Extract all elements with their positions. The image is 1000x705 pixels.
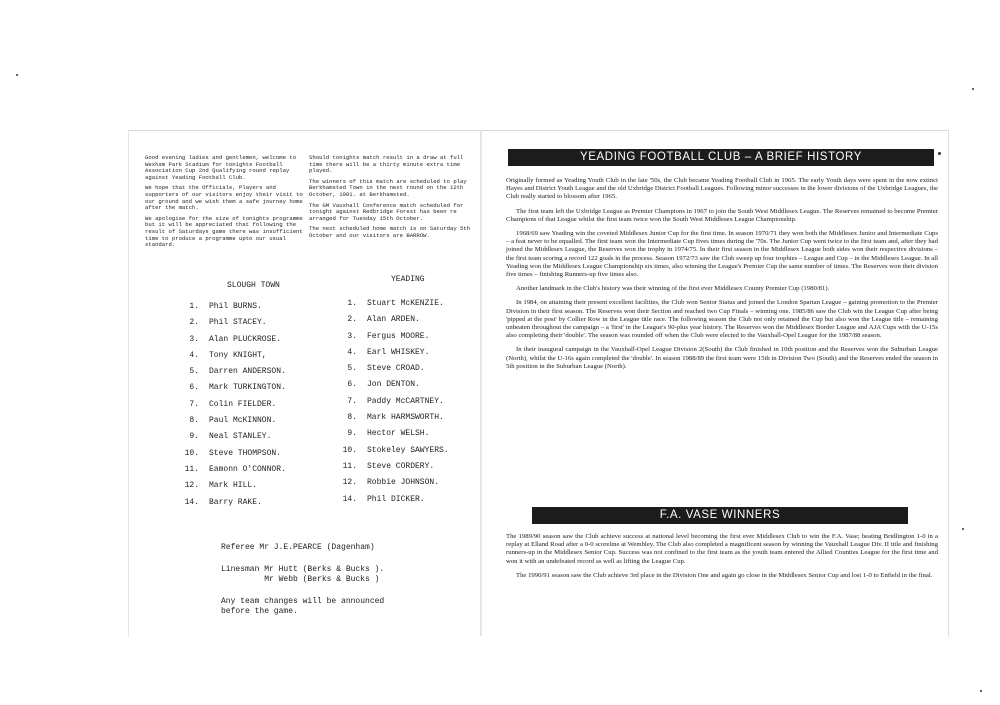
programme-spread — [128, 130, 948, 636]
shirt-number: 2. — [347, 315, 357, 325]
history-text — [506, 177, 938, 377]
player-name: Steve CROAD. — [367, 364, 425, 374]
player-name: Phil DICKER. — [367, 494, 425, 504]
scan-speck — [980, 690, 982, 692]
player-name: Mark TURKINGTON. — [209, 383, 286, 393]
player-row — [333, 492, 449, 508]
shirt-number: 6. — [189, 383, 199, 393]
welcome-notes — [145, 155, 307, 253]
away-team-heading: YEADING — [391, 275, 425, 284]
player-name: Darren ANDERSON. — [209, 367, 286, 377]
shirt-number: 2. — [189, 318, 199, 328]
shirt-number: 11. — [342, 461, 357, 471]
player-row — [175, 429, 286, 445]
match-officials — [221, 543, 481, 617]
match-notes — [309, 155, 473, 244]
player-name: Paddy McCARTNEY. — [367, 396, 444, 406]
shirt-number: 8. — [347, 413, 357, 423]
player-name: Colin FIELDER. — [209, 399, 277, 409]
player-row — [333, 394, 449, 410]
shirt-number: 5. — [347, 364, 357, 374]
home-team-heading: SLOUGH TOWN — [227, 281, 280, 290]
player-name: Stuart McKENZIE. — [367, 299, 444, 308]
player-name: Hector WELSH. — [367, 429, 430, 439]
note-paragraph: The GM Vauxhall Conference match scheduled for tonight against Redbridge Forest has been re arranged for Tuesday 15th October. — [309, 201, 464, 222]
history-paragraph: In 1984, on attaining their present excellent facilities, the Club won Senior Status and joined the London Spartan League – gaining promotion to the Premier Division in their first season. The Reserves won their Section and reached two Cup Finals – winning one. 1985/86 saw the Club win the League Cup after being 'pipped at the post' by Collier Row in the League title race. The following season the Club not only retained the Cup but also won the League title – remaining unbeaten throughout the campaign – a 'first' in the League's 90-plus year history. The Reserves won the Middlesex Border League and AJA Cups with the U-15s also completing their 'double'. The season was rounded off when the Club were elected to the Vauxhall-Opel League for the 1987/88 season. — [506, 299, 938, 340]
shirt-number: 7. — [347, 396, 357, 406]
player-row — [175, 380, 286, 396]
player-name: Steve CORDERY. — [367, 461, 435, 471]
player-name: Stokeley SAWYERS. — [367, 445, 449, 455]
player-row — [333, 410, 449, 426]
shirt-number: 14. — [184, 497, 199, 507]
club-history-page — [482, 130, 949, 637]
shirt-number: 1. — [347, 299, 357, 308]
note-paragraph: Should tonights match result in a draw at full time there will be a thirty minute extra time played. — [309, 154, 464, 175]
history-paragraph: Originally formed as Yeading Youth Club in the late '50s, the Club became Yeading Football Club in 1965. The early Youth days were spent in the now extinct Hayes and District Youth League and the old Uxbridge District Football Leagues. Following minor successes in the lower divisions of the Uxbridge Leagues, the Club really started to blossom after 1965. — [506, 177, 938, 201]
referee-line: Referee Mr J.E.PEARCE (Dagenham) — [221, 543, 375, 552]
shirt-number: 14. — [342, 494, 357, 504]
team-sheet-page — [128, 130, 487, 637]
team-changes-note: before the game. — [221, 607, 298, 616]
note-paragraph: We hope that the Officials, Players and supporters of our visitors enjoy their visit to our ground and we wish them a safe journey home after the match. — [145, 184, 303, 212]
player-name: Mark HARMSWORTH. — [367, 413, 444, 423]
shirt-number: 1. — [189, 302, 199, 311]
shirt-number: 7. — [189, 399, 199, 409]
linesman-line: Mr Webb (Berks & Bucks ) — [221, 575, 380, 584]
linesman-line: Linesman Mr Hutt (Berks & Bucks ). — [221, 565, 385, 574]
player-name: Alan ARDEN. — [367, 315, 420, 325]
shirt-number: 3. — [347, 331, 357, 341]
history-heading: YEADING FOOTBALL CLUB – A BRIEF HISTORY — [508, 149, 934, 166]
player-row — [175, 495, 286, 511]
vase-text — [506, 533, 938, 586]
player-row — [333, 377, 449, 393]
home-roster — [175, 299, 286, 511]
shirt-number: 9. — [189, 432, 199, 442]
player-row — [175, 299, 286, 315]
player-name: Robbie JOHNSON. — [367, 478, 440, 488]
scan-speck — [972, 88, 974, 90]
player-name: Earl WHISKEY. — [367, 347, 430, 357]
player-row — [333, 312, 449, 328]
player-row — [333, 296, 449, 312]
history-paragraph: Another landmark in the Club's history was their winning of the first ever Middlesex County Premier Cup (1980/81). — [516, 285, 830, 293]
player-name: Tony KNIGHT, — [209, 350, 267, 360]
player-name: Alan PLUCKROSE. — [209, 334, 282, 344]
scan-speck — [938, 152, 941, 155]
shirt-number: 3. — [189, 334, 199, 344]
shirt-number: 4. — [347, 347, 357, 357]
player-row — [175, 413, 286, 429]
player-row — [333, 361, 449, 377]
shirt-number: 5. — [189, 367, 199, 377]
note-paragraph: The winners of this match are scheduled to play Berkhamsted Town in the next round on the 12th October, 1991. at Berkhamsted. — [309, 177, 467, 198]
shirt-number: 12. — [184, 481, 199, 491]
player-row — [333, 459, 449, 475]
player-row — [333, 443, 449, 459]
shirt-number: 6. — [347, 380, 357, 390]
shirt-number: 8. — [189, 416, 199, 426]
away-roster — [333, 296, 449, 508]
note-paragraph: Good evening ladies and gentlemen, welcome to Wexham Park Stadium for tonights Football Association Cup 2nd Qualifying round replay against Yeading Football Club. — [145, 154, 297, 181]
player-row — [175, 315, 286, 331]
player-name: Phil BURNS. — [209, 302, 262, 311]
history-paragraph: 1968/69 saw Yeading win the coveted Middlesex Junior Cup for the first time. In season 1970/71 they won both the Middlesex Junior and Intermediate Cups – a feat never to be equalled. The first team won the Intermediate Cup fives times during the '70s. The Junior Cup went twice to the first team and, after they had joined the Middlesex League, the Reserves won the trophy in 1974/75. In their first season in the Middlesex League both sides won their respective divisions – the first team scoring a record 122 goals in the process. Season 1972/73 saw the Club sweep up four trophies – League and Cup – in the Middlesex League. In all Yeading won the Middlesex League Championship six times, also winning the League's Premier Cup the same number of times. The Reserves won their division five times – finishing Runners-up five times also. — [506, 230, 938, 279]
player-name: Mark HILL. — [209, 481, 258, 491]
player-name: Steve THOMPSON. — [209, 448, 282, 458]
scan-speck — [962, 528, 964, 530]
player-row — [175, 462, 286, 478]
scan-speck — [16, 74, 18, 76]
player-name: Fergus MOORE. — [367, 331, 430, 341]
shirt-number: 10. — [342, 445, 357, 455]
note-paragraph: The next scheduled home match is on Saturday 5th October and our visitors are BARROW. — [309, 225, 471, 239]
history-paragraph: The first team left the Uxbridge League as Premier Champions in 1967 to join the South West Middlesex League. The Reserves remained to become Premier Champions of that League whilst the first team twice won the South West Middlesex League Championship. — [506, 207, 938, 223]
shirt-number: 12. — [342, 478, 357, 488]
player-row — [175, 446, 286, 462]
player-row — [333, 345, 449, 361]
player-row — [175, 478, 286, 494]
player-row — [175, 332, 286, 348]
shirt-number: 9. — [347, 429, 357, 439]
note-paragraph: We apologise for the size of tonights programme but it will be appreciated that following the result of Saturdays game there was insufficient time to produce a programme upto our usual standard. — [145, 214, 303, 249]
player-row — [175, 348, 286, 364]
player-row — [175, 364, 286, 380]
team-changes-note: Any team changes will be announced — [221, 597, 385, 606]
player-row — [333, 426, 449, 442]
player-row — [175, 397, 286, 413]
vase-heading: F.A. VASE WINNERS — [532, 507, 908, 524]
player-row — [333, 475, 449, 491]
vase-paragraph: The 1989/90 season saw the Club achieve success at national level becoming the first ever Middlesex Club to win the F.A. Vase; beating Bridlington 1-0 in a replay at Elland Road after a 0-0 scoreline at Wembley. The Club also completed a magnificent season by winning the Vauxhall League Div. II title and finishing runners-up in the Middlesex Senior Cup. Success was not confined to the first team as the youth team entered the Allied Counties League for the first time and won it with an undefeated record as well as lifting the League Cup. — [506, 533, 938, 565]
shirt-number: 10. — [184, 448, 199, 458]
player-name: Barry RAKE. — [209, 497, 262, 507]
shirt-number: 11. — [184, 464, 199, 474]
player-name: Eamonn O'CONNOR. — [209, 464, 286, 474]
history-paragraph: In their inaugural campaign in the Vauxhall-Opel League Division 2(South) the Club finished in 10th position and the Reserves won the Suburban League (North), whilst the U-16s again completed the 'double'. In season 1988/89 the first team were 15th in Division Two (South) and the Reserves ended the season in 5th position in the Suburban League (North). — [506, 346, 938, 370]
player-name: Jon DENTON. — [367, 380, 420, 390]
player-row — [333, 329, 449, 345]
shirt-number: 4. — [189, 350, 199, 360]
vase-paragraph: The 1990/91 season saw the Club achieve 3rd place in the Division One and again go close in the Middlesex Senior Cup and lost 1-0 to Enfield in the final. — [516, 571, 933, 579]
player-name: Paul McKINNON. — [209, 416, 277, 426]
player-name: Phil STACEY. — [209, 318, 267, 328]
player-name: Neal STANLEY. — [209, 432, 272, 442]
